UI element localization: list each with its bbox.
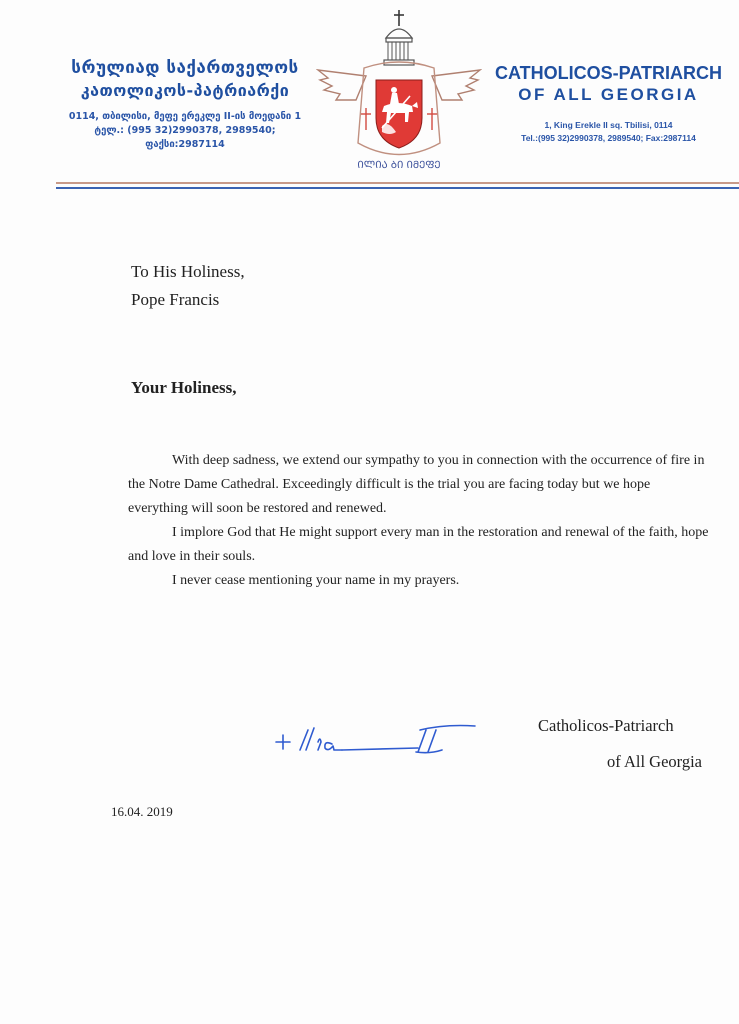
georgian-title-line2: კათოლიკოს-პატრიარქი — [80, 81, 290, 100]
emblem-cross-icon — [394, 10, 404, 26]
handwritten-signature — [270, 716, 490, 762]
signer-block — [520, 708, 702, 780]
english-title-line1: CATHOLICOS-PATRIARCH — [495, 63, 722, 83]
letter-date: 16.04. 2019 — [111, 804, 173, 819]
header-georgian — [60, 56, 310, 152]
paragraph-1: With deep sadness, we extend our sympathy to you in connection with the occurrence of fire in the Notre Dame Cathedral. Exceedingly difficult is the trial you are facing today but we hope everything will soon be restored and renewed. — [128, 453, 705, 516]
signer-subtitle: of All Georgia — [606, 752, 702, 771]
english-title-line2: OF ALL GEORGIA — [518, 85, 699, 104]
addressee-line1: To His Holiness, — [131, 262, 245, 281]
paragraph-2: I implore God that He might support every man in the restoration and renewal of the faith, hope and love in their souls. — [128, 525, 709, 564]
salutation: Your Holiness, — [131, 378, 237, 397]
header-english — [486, 62, 731, 145]
georgian-address: 0114, თბილისი, მეფე ერეკლე II-ის მოედანი 1 — [68, 111, 302, 122]
emblem-shield — [376, 80, 422, 148]
header-divider-bottom — [56, 187, 739, 189]
english-address: 1, King Erekle II sq. Tbilisi, 0114 — [544, 120, 673, 130]
emblem-dome — [386, 29, 412, 38]
addressee-line2: Pope Francis — [131, 290, 220, 309]
patriarchate-emblem — [316, 8, 482, 183]
signer-title: Catholicos-Patriarch — [538, 716, 674, 735]
letter-body — [128, 449, 712, 593]
paragraph-3: I never cease mentioning your name in my prayers. — [172, 573, 460, 588]
english-phones: Tel.:(995 32)2990378, 2989540; Fax:2987114 — [521, 133, 696, 143]
header-divider-top — [56, 182, 739, 184]
addressee — [131, 258, 245, 314]
emblem-inscription: ᲘᲚᲘᲐ ᲑᲘ ᲘᲛᲔᲤᲔ — [357, 160, 441, 171]
georgian-phones: ტელ.: (995 32)2990378, 2989540; ფაქსი:2987114 — [94, 125, 276, 150]
georgian-title-line1: სრულიად საქართველოს — [71, 58, 299, 78]
